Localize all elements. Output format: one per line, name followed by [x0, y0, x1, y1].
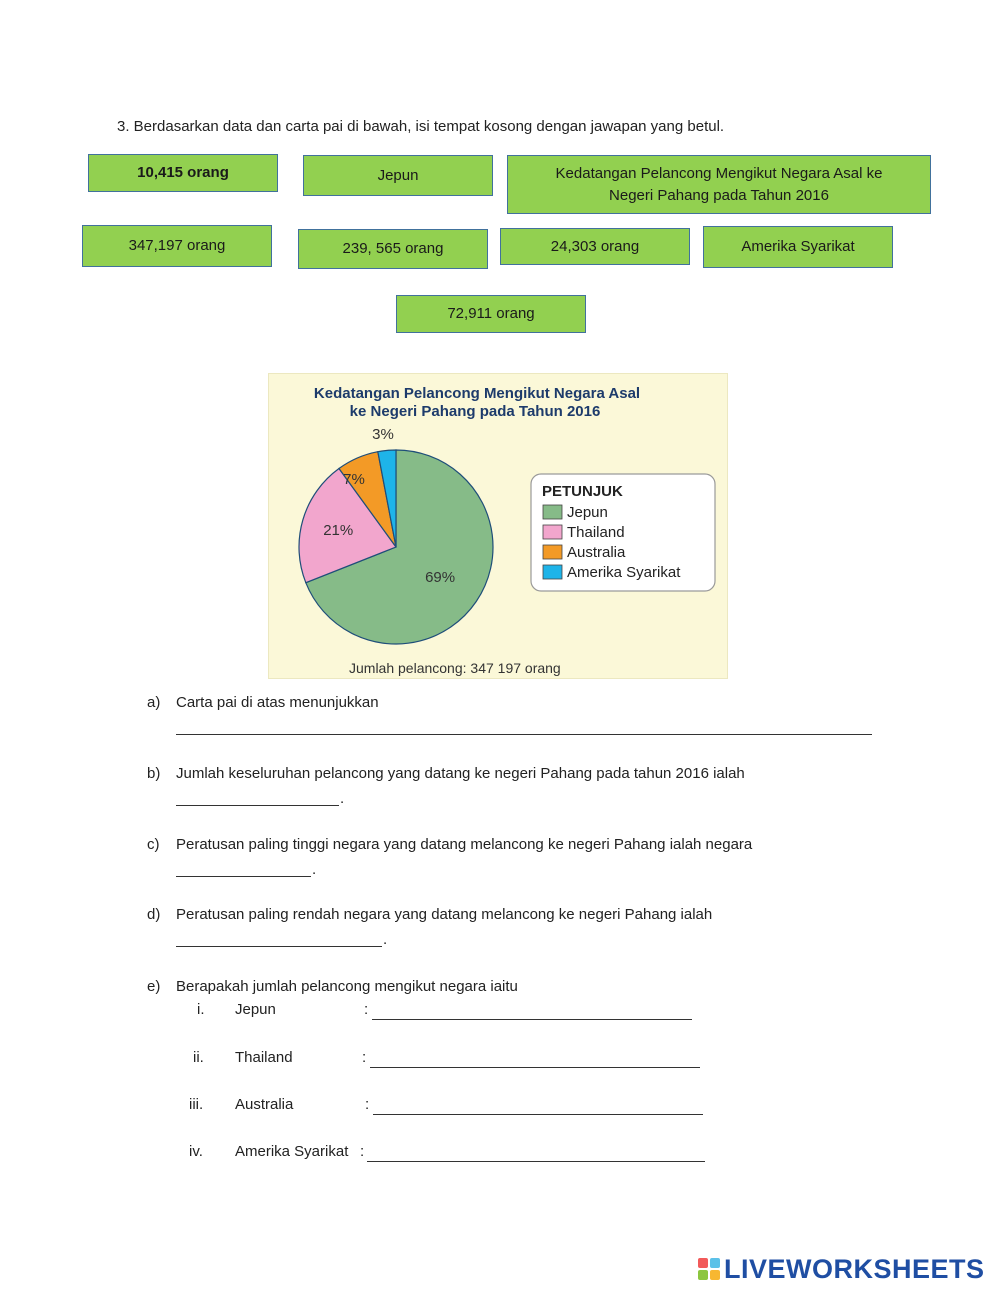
chart-title-line2: ke Negeri Pahang pada Tahun 2016 — [349, 403, 601, 420]
legend-swatch-amerika-syarikat — [543, 565, 562, 579]
pie-label-amerika-syarikat: 3% — [372, 426, 394, 443]
sub-item-name: Jepun — [235, 1001, 276, 1018]
question-text: Peratusan paling tinggi negara yang datang melancong ke negeri Pahang ialah negara — [176, 836, 753, 853]
chart-footer: Jumlah pelancong: 347 197 orang — [349, 660, 561, 676]
question-text: Carta pai di atas menunjukkan — [176, 694, 379, 711]
answer-blank-e-iii[interactable] — [373, 1099, 703, 1115]
question-label: e) — [147, 978, 161, 995]
answer-blank-c[interactable] — [176, 861, 311, 877]
sub-item-amerika-syarikat — [0, 1143, 1000, 1165]
sub-item-number: ii. — [193, 1049, 204, 1066]
sub-item-name: Australia — [235, 1096, 294, 1113]
sub-item-number: i. — [197, 1001, 205, 1018]
pie-label-thailand: 21% — [323, 522, 354, 540]
answer-blank-e-ii[interactable] — [370, 1052, 700, 1068]
question-text: Jumlah keseluruhan pelancong yang datang ke negeri Pahang pada tahun 2016 ialah — [176, 765, 745, 782]
question-label: c) — [147, 836, 160, 853]
pie-chart — [268, 373, 728, 679]
pie-label-jepun: 69% — [425, 568, 456, 586]
answer-tile-239565[interactable]: 239, 565 orang — [298, 229, 488, 269]
sub-item-colon: : — [364, 1001, 369, 1018]
chart-title-line1: Kedatangan Pelancong Mengikut Negara Asal — [313, 385, 641, 402]
legend-label-thailand: Thailand — [567, 524, 625, 541]
sub-item-number: iii. — [189, 1096, 204, 1113]
legend-swatch-jepun — [543, 505, 562, 519]
legend-title: PETUNJUK — [542, 483, 623, 500]
sentence-end: . — [383, 931, 388, 948]
sub-item-name: Thailand — [235, 1049, 293, 1066]
legend-swatch-thailand — [543, 525, 562, 539]
question-label: b) — [147, 765, 161, 782]
question-a — [147, 694, 887, 744]
sub-item-colon: : — [362, 1049, 367, 1066]
pie-chart-svg — [269, 374, 729, 680]
answer-tile-24303[interactable]: 24,303 orang — [500, 228, 690, 265]
question-text: Peratusan paling rendah negara yang datang melancong ke negeri Pahang ialah — [176, 906, 713, 923]
answer-tile-amerika-syarikat[interactable]: Amerika Syarikat — [703, 226, 893, 268]
question-d — [147, 906, 887, 956]
answer-tile-jepun[interactable]: Jepun — [303, 155, 493, 196]
answer-blank-a[interactable] — [176, 719, 872, 735]
question-label: d) — [147, 906, 161, 923]
answer-tile-72911[interactable]: 72,911 orang — [396, 295, 586, 333]
answer-blank-b[interactable] — [176, 790, 339, 806]
pie-label-australia: 7% — [343, 471, 365, 488]
answer-blank-e-i[interactable] — [372, 1004, 692, 1020]
answer-blank-e-iv[interactable] — [367, 1146, 705, 1162]
legend-label-jepun: Jepun — [567, 504, 608, 521]
sentence-end: . — [340, 790, 345, 807]
question-text: Berapakah jumlah pelancong mengikut negara iaitu — [176, 978, 518, 995]
answer-tile-347197[interactable]: 347,197 orang — [82, 225, 272, 267]
legend-label-australia: Australia — [567, 544, 626, 561]
answer-tile-10415[interactable]: 10,415 orang — [88, 154, 278, 192]
instruction-text: 3. Berdasarkan data dan carta pai di bawah, isi tempat kosong dengan jawapan yang betul. — [117, 118, 725, 135]
question-e — [147, 978, 887, 1000]
sub-item-number: iv. — [189, 1143, 203, 1160]
sub-item-thailand — [0, 1049, 1000, 1071]
question-b — [147, 765, 887, 815]
sentence-end: . — [312, 861, 317, 878]
sub-item-colon: : — [360, 1143, 365, 1160]
sub-item-name: Amerika Syarikat — [235, 1143, 349, 1160]
answer-tile-chart-title[interactable]: Kedatangan Pelancong Mengikut Negara Asal ke Negeri Pahang pada Tahun 2016 — [507, 155, 931, 214]
question-label: a) — [147, 694, 161, 711]
brand-name: LIVEWORKSHEETS — [724, 1253, 985, 1284]
answer-blank-d[interactable] — [176, 931, 382, 947]
sub-item-colon: : — [365, 1096, 370, 1113]
sub-item-jepun — [0, 1001, 1000, 1023]
question-c — [147, 836, 887, 886]
liveworksheets-logo[interactable] — [698, 1254, 985, 1284]
legend-label-amerika-syarikat: Amerika Syarikat — [567, 564, 681, 581]
logo-blocks-icon — [698, 1258, 720, 1280]
sub-item-australia — [0, 1096, 1000, 1118]
legend-swatch-australia — [543, 545, 562, 559]
